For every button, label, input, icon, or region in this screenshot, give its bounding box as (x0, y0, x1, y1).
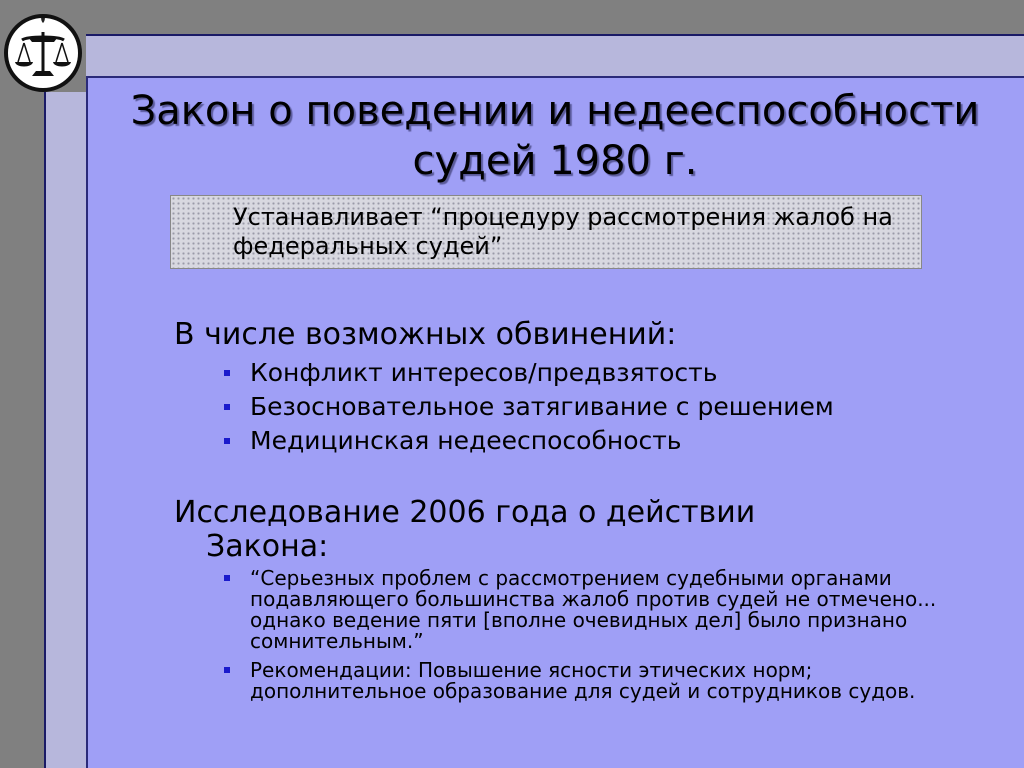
bullet-square-icon (224, 438, 230, 444)
bullet-square-icon (224, 575, 230, 581)
list-item: Конфликт интересов/предвзятость (224, 356, 834, 390)
left-accent-edge (44, 34, 46, 768)
bullet-square-icon (224, 370, 230, 376)
top-accent-edge (84, 34, 1024, 36)
subtitle-text: Устанавливает “процедуру рассмотрения жалоб на федеральных судей” (233, 203, 893, 260)
slide-title: Закон о поведении и недееспособности судей 1980 г. (130, 88, 980, 184)
list-item: Рекомендации: Повышение ясности этических норм; дополнительное образование для судей и сотрудников судов. (224, 660, 984, 702)
study-heading-line1: Исследование 2006 года о действии (174, 495, 756, 530)
left-accent-strip (46, 34, 86, 768)
list-item: Медицинская недееспособность (224, 424, 834, 458)
section-heading-accusations: В числе возможных обвинений: (174, 317, 677, 352)
study-heading-line2: Закона: (206, 529, 329, 564)
list-item: Безосновательное затягивание с решением (224, 390, 834, 424)
top-accent-strip (46, 34, 1024, 76)
list-item: “Серьезных проблем с рассмотрением судебными органами подавляющего большинства жалоб против судей не отмечено... однако ведение пяти [вполне очевидных дел] было признано сомнительным.” (224, 568, 984, 652)
left-frame-band (0, 0, 46, 768)
bullet-square-icon (224, 404, 230, 410)
accusations-list (224, 356, 834, 458)
study-findings-list (224, 568, 984, 710)
bullet-square-icon (224, 667, 230, 673)
scales-of-justice-icon (4, 14, 82, 92)
logo-area (0, 0, 86, 92)
section-heading-study (174, 496, 755, 564)
top-frame-band (0, 0, 1024, 34)
